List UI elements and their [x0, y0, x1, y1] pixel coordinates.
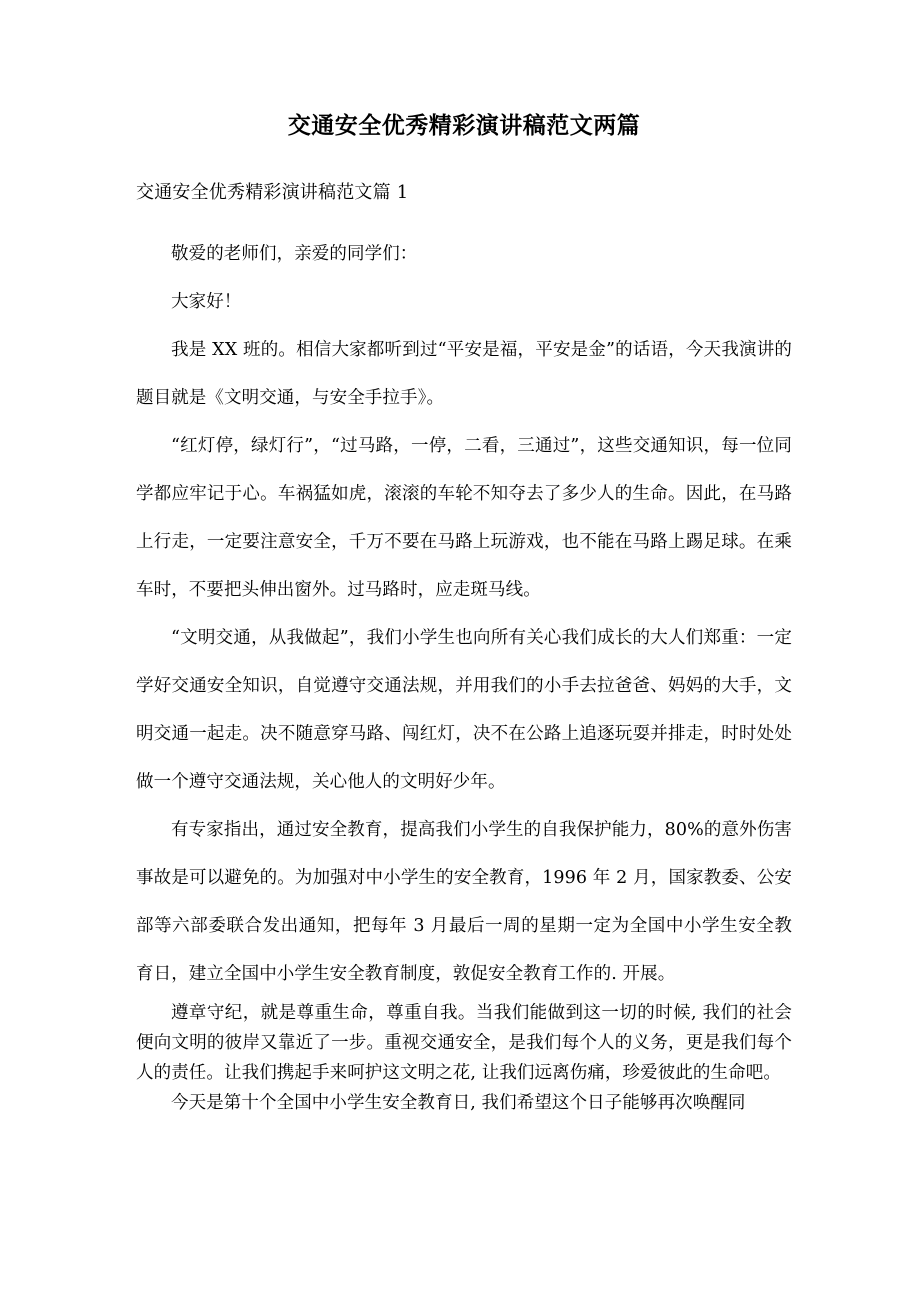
paragraph-civilized-traffic: “文明交通，从我做起”，我们小学生也向所有关心我们成长的大人们郑重：一定学好交通安全知识，自觉遵守交通法规，并用我们的小手去拉爸爸、妈妈的大手，文明交通一起走。决不随意穿马路、闯红灯，决不在公路上追逐玩耍并排走，时时处处做一个遵守交通法规，关心他人的文明好少年。	[136, 628, 792, 792]
paragraph-greeting: 大家好！	[171, 292, 242, 312]
paragraph-traffic-rules: “红灯停，绿灯行”，“过马路，一停，二看，三通过”，这些交通知识，每一位同学都应牢记于心。车祸猛如虎，滚滚的车轮不知夺去了多少人的生命。因此，在马路上行走，一定要注意安全，千万不要在马路上玩游戏，也不能在马路上踢足球。在乘车时，不要把头伸出窗外。过马路时，应走斑马线。	[136, 436, 792, 600]
section-heading: 交通安全优秀精彩演讲稿范文篇 1	[136, 182, 409, 203]
page-title: 交通安全优秀精彩演讲稿范文两篇	[287, 112, 641, 139]
paragraph-salutation: 敬爱的老师们，亲爱的同学们：	[171, 244, 418, 264]
paragraph-education-day: 今天是第十个全国中小学生安全教育日, 我们希望这个日子能够再次唤醒同	[171, 1093, 746, 1113]
paragraph-expert-statistics: 有专家指出，通过安全教育，提高我们小学生的自我保护能力，80%的意外伤害事故是可以避免的。为加强对中小学生的安全教育，1996 年 2 月，国家教委、公安部等六部委联合发出通知，把每年 3 月最后一周的星期一定为全国中小学生安全教育日，建立全国中小学生安全教育制度，敦促安全教育工作的. 开展。	[136, 820, 792, 984]
paragraph-discipline-conclusion: 遵章守纪，就是尊重生命，尊重自我。当我们能做到这一切的时候, 我们的社会便向文明的彼岸又靠近了一步。重视交通安全，是我们每个人的义务，更是我们每个人的责任。让我们携起手来呵护这文明之花, 让我们远离伤痛，珍爱彼此的生命吧。	[136, 1003, 792, 1083]
paragraph-introduction: 我是 XX 班的。相信大家都听到过“平安是福，平安是金”的话语，今天我演讲的题目就是《文明交通，与安全手拉手》。	[136, 340, 792, 408]
document-content	[136, 108, 792, 1118]
